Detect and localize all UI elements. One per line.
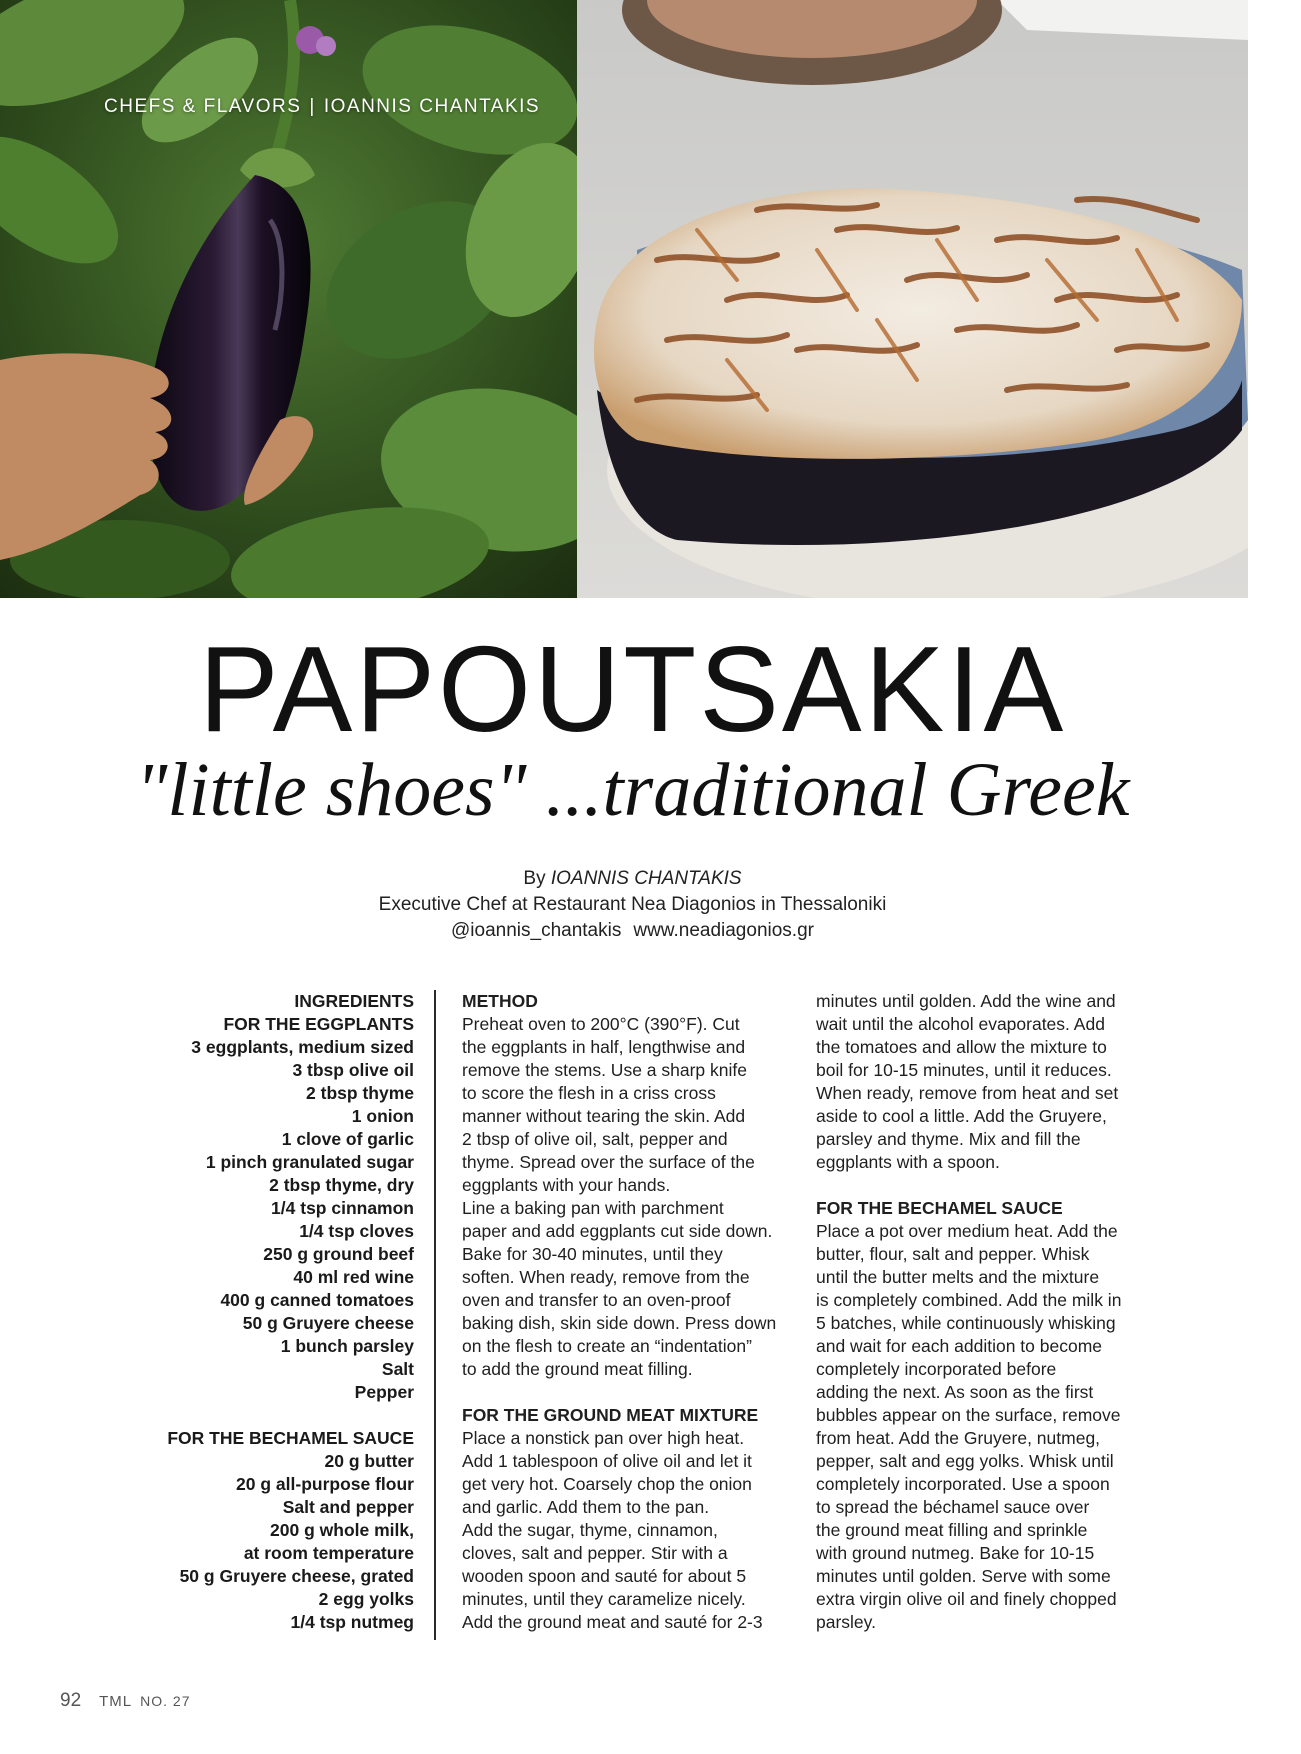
method-line: extra virgin olive oil and finely chopped bbox=[816, 1589, 1117, 1609]
ingredient-item: 50 g Gruyere cheese bbox=[242, 1313, 414, 1333]
stuffed-eggplant-photo bbox=[577, 0, 1248, 598]
method-line: to spread the béchamel sauce over bbox=[816, 1497, 1090, 1517]
ingredient-item: 1/4 tsp nutmeg bbox=[290, 1612, 414, 1632]
method-line: soften. When ready, remove from the bbox=[462, 1267, 750, 1287]
website-link[interactable]: www.neadiagonios.gr bbox=[633, 920, 814, 941]
method-line: minutes until golden. Serve with some bbox=[816, 1566, 1111, 1586]
method-line: minutes until golden. Add the wine and bbox=[816, 991, 1116, 1011]
ingredient-item: 2 tbsp thyme bbox=[306, 1083, 414, 1103]
page-footer bbox=[60, 1690, 191, 1712]
byline-author-line bbox=[0, 866, 1265, 892]
method-line: remove the stems. Use a sharp knife bbox=[462, 1060, 747, 1080]
method-line: Bake for 30-40 minutes, until they bbox=[462, 1244, 723, 1264]
ingredient-item: at room temperature bbox=[243, 1543, 414, 1563]
method-line: parsley and thyme. Mix and fill the bbox=[816, 1129, 1081, 1149]
method-line: eggplants with your hands. bbox=[462, 1175, 671, 1195]
ingredient-item: 400 g canned tomatoes bbox=[220, 1290, 414, 1310]
meat-mixture-heading: FOR THE GROUND MEAT MIXTURE bbox=[462, 1405, 759, 1425]
section-tag bbox=[104, 96, 540, 118]
ingredient-item: 40 ml red wine bbox=[293, 1267, 414, 1287]
ingredient-item: 1 pinch granulated sugar bbox=[205, 1152, 414, 1172]
ingredient-item: 20 g all-purpose flour bbox=[236, 1474, 414, 1494]
column-divider bbox=[434, 990, 436, 1640]
ingredient-item: 250 g ground beef bbox=[263, 1244, 414, 1264]
method-line: baking dish, skin side down. Press down bbox=[462, 1313, 777, 1333]
section-chef: IOANNIS CHANTAKIS bbox=[323, 96, 541, 117]
page-number: 92 bbox=[60, 1690, 82, 1711]
ingredient-item: 1 onion bbox=[351, 1106, 414, 1126]
ingredient-item: Salt bbox=[381, 1359, 414, 1379]
method-line: and wait for each addition to become bbox=[816, 1336, 1103, 1356]
magazine-name: TML bbox=[99, 1693, 133, 1710]
method-line: cloves, salt and pepper. Stir with a bbox=[462, 1543, 728, 1563]
method-line: Add the ground meat and sauté for 2-3 bbox=[462, 1612, 763, 1632]
recipe-title: PAPOUTSAKIA bbox=[198, 621, 1067, 757]
eggplant-plant-photo bbox=[0, 0, 577, 598]
method-line: wooden spoon and sauté for about 5 bbox=[462, 1566, 747, 1586]
byline-role: Executive Chef at Restaurant Nea Diagonios in Thessaloniki bbox=[378, 894, 887, 915]
method-line: the ground meat filling and sprinkle bbox=[816, 1520, 1088, 1540]
recipe-subtitle: "little shoes" ...traditional Greek bbox=[135, 748, 1130, 832]
method-line: on the flesh to create an “indentation” bbox=[462, 1336, 752, 1356]
ingredient-item: Pepper bbox=[354, 1382, 414, 1402]
method-line: adding the next. As soon as the first bbox=[816, 1382, 1094, 1402]
method-line: Place a pot over medium heat. Add the bbox=[816, 1221, 1118, 1241]
ingredient-item: 2 egg yolks bbox=[318, 1589, 414, 1609]
method-line: Add 1 tablespoon of olive oil and let it bbox=[462, 1451, 752, 1471]
ingredient-item: 1 clove of garlic bbox=[281, 1129, 414, 1149]
method-line: completely incorporated before bbox=[816, 1359, 1057, 1379]
instagram-handle[interactable]: @ioannis_chantakis bbox=[451, 920, 622, 941]
method-line: Preheat oven to 200°C (390°F). Cut bbox=[462, 1014, 740, 1034]
method-line: parsley. bbox=[816, 1612, 876, 1632]
ingredient-item: 1/4 tsp cinnamon bbox=[271, 1198, 414, 1218]
method-line: 2 tbsp of olive oil, salt, pepper and bbox=[462, 1129, 728, 1149]
method-line: Line a baking pan with parchment bbox=[462, 1198, 724, 1218]
ingredient-item: 3 tbsp olive oil bbox=[292, 1060, 414, 1080]
ingredient-item: 50 g Gruyere cheese, grated bbox=[179, 1566, 414, 1586]
method-line: pepper, salt and egg yolks. Whisk until bbox=[816, 1451, 1114, 1471]
method-line: boil for 10-15 minutes, until it reduces. bbox=[816, 1060, 1112, 1080]
spacer bbox=[462, 1381, 797, 1404]
method-line: thyme. Spread over the surface of the bbox=[462, 1152, 755, 1172]
method-line: oven and transfer to an oven-proof bbox=[462, 1290, 731, 1310]
method-line: eggplants with a spoon. bbox=[816, 1152, 1000, 1172]
method-column-2 bbox=[816, 990, 1156, 1634]
byline-by: By bbox=[523, 868, 546, 889]
ingredient-item: 3 eggplants, medium sized bbox=[191, 1037, 414, 1057]
section-separator: | bbox=[309, 96, 316, 117]
method-heading: METHOD bbox=[462, 991, 538, 1011]
method-line: to score the flesh in a criss cross bbox=[462, 1083, 716, 1103]
bechamel-method-heading: FOR THE BECHAMEL SAUCE bbox=[816, 1198, 1063, 1218]
ingredients-heading: INGREDIENTS bbox=[294, 991, 414, 1011]
byline-links bbox=[0, 918, 1265, 944]
method-line: until the butter melts and the mixture bbox=[816, 1267, 1100, 1287]
method-line: manner without tearing the skin. Add bbox=[462, 1106, 746, 1126]
method-line: the eggplants in half, lengthwise and bbox=[462, 1037, 746, 1057]
method-line: Place a nonstick pan over high heat. bbox=[462, 1428, 745, 1448]
method-line: is completely combined. Add the milk in bbox=[816, 1290, 1122, 1310]
bechamel-ingredients-heading: FOR THE BECHAMEL SAUCE bbox=[167, 1428, 414, 1448]
method-line: to add the ground meat filling. bbox=[462, 1359, 693, 1379]
ingredient-item: 200 g whole milk, bbox=[270, 1520, 414, 1540]
method-line: get very hot. Coarsely chop the onion bbox=[462, 1474, 752, 1494]
ingredient-item: Salt and pepper bbox=[282, 1497, 414, 1517]
method-line: 5 batches, while continuously whisking bbox=[816, 1313, 1116, 1333]
issue-number: NO. 27 bbox=[140, 1693, 191, 1709]
method-line: aside to cool a little. Add the Gruyere, bbox=[816, 1106, 1107, 1126]
section-name: CHEFS & FLAVORS bbox=[104, 96, 302, 117]
byline-author: IOANNIS CHANTAKIS bbox=[550, 868, 742, 889]
byline bbox=[0, 866, 1265, 944]
method-line: and garlic. Add them to the pan. bbox=[462, 1497, 710, 1517]
method-line: bubbles appear on the surface, remove bbox=[816, 1405, 1121, 1425]
eggplants-heading: FOR THE EGGPLANTS bbox=[223, 1014, 414, 1034]
method-line: from heat. Add the Gruyere, nutmeg, bbox=[816, 1428, 1101, 1448]
method-line: Add the sugar, thyme, cinnamon, bbox=[462, 1520, 718, 1540]
ingredient-item: 1 bunch parsley bbox=[280, 1336, 414, 1356]
ingredient-item: 20 g butter bbox=[324, 1451, 414, 1471]
ingredient-item: 2 tbsp thyme, dry bbox=[269, 1175, 414, 1195]
method-line: wait until the alcohol evaporates. Add bbox=[816, 1014, 1105, 1034]
method-line: butter, flour, salt and pepper. Whisk bbox=[816, 1244, 1090, 1264]
ingredient-item: 1/4 tsp cloves bbox=[299, 1221, 414, 1241]
method-line: minutes, until they caramelize nicely. bbox=[462, 1589, 746, 1609]
method-line: with ground nutmeg. Bake for 10-15 bbox=[816, 1543, 1095, 1563]
method-line: paper and add eggplants cut side down. bbox=[462, 1221, 773, 1241]
spacer bbox=[816, 1174, 1156, 1197]
method-line: completely incorporated. Use a spoon bbox=[816, 1474, 1110, 1494]
ingredients-column bbox=[100, 990, 414, 1634]
method-column-1 bbox=[462, 990, 797, 1634]
method-line: When ready, remove from heat and set bbox=[816, 1083, 1119, 1103]
spacer bbox=[100, 1404, 414, 1427]
method-line: the tomatoes and allow the mixture to bbox=[816, 1037, 1107, 1057]
